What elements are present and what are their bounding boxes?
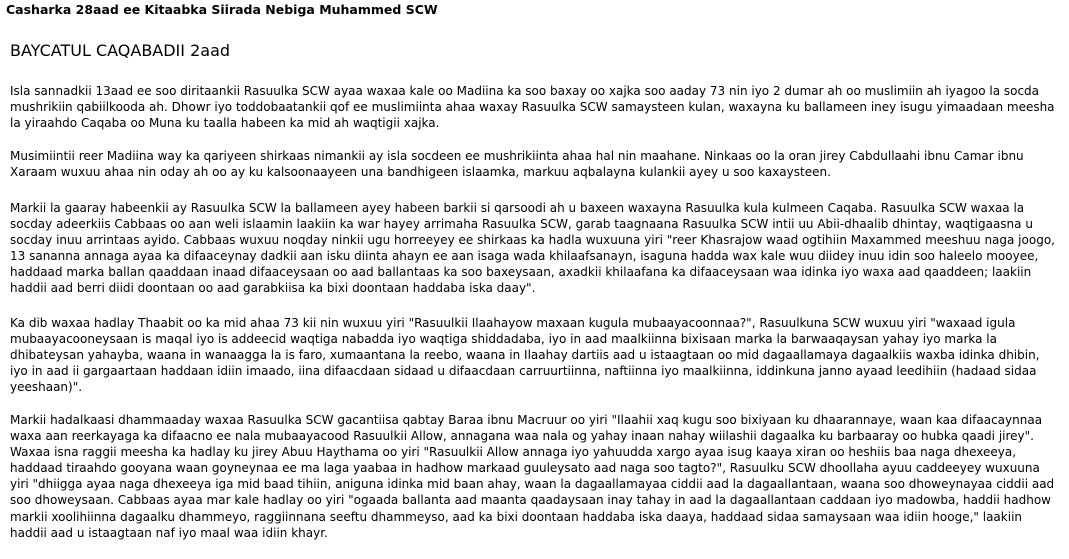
paragraph-5: Markii hadalkaasi dhammaaday waxaa Rasuulka SCW gacantiisa qabtay Baraa ibnu Macruur oo yiri "Ilaahii xaq kugu soo bixiyaan ku dhaarannaye, waan kaa difaacaynnaa waxa aan reerkayaga ka difaacno ee nala mubaayacood Rasuulkii Allow, annagana waa nala og yahay inaan nahay wiilashii dagaalka ku barbaaray oo hubka qaadi jirey". Waxaa isna raggii meesha ka hadlay ku jirey Abuu Haythama oo yiri "Rasuulkii Allow annaga iyo yahuudda xargo ayaa isug kaaya xiran oo heshiis baa naga dhexeeya, haddaad tiraahdo gooyana waan goyneynaa ee ma laga yaabaa in hadhow markaad guuleysato aad naga soo tagto?", Rasuulku SCW dhoollaha ayuu caddeeyey wuxuuna yiri "dhiigga ayaa naga dhexeeya iga mid baad tihiin, aniguna idinka mid baan ahay, waan la dagaallamayaa ciddii aad la dagaallantaan, waana soo dhoweynayaa ciddii aad soo dhoweysaan. Cabbaas ayaa mar kale hadlay oo yiri "ogaada ballanta aad maanta qaadaysaan inay tahay in aad la dagaallantaan caddaan iyo madowba, haddii hadhow markii xoolihiinna dagaalku dhammeyo, raggiinnana seeftu dhammeyso, aad ka bixi doontaan haddaba iska daaya, haddaad sidaa samaysaan waa idiin hooge," laakiin haddii aad u istaagtaan naf iyo maal waa idiin khayr.	[10, 413, 1055, 540]
section-heading: BAYCATUL CAQABADII 2aad	[10, 41, 231, 60]
page-title: Casharka 28aad ee Kitaabka Siirada Nebiga Muhammed SCW	[6, 2, 438, 17]
title-bar	[0, 0, 1069, 25]
paragraph-1: Isla sannadkii 13aad ee soo diritaankii Rasuulka SCW ayaa waxaa kale oo Madiina ka soo baxay oo xajka soo aaday 73 nin iyo 2 dumar ah oo muslimiin ah iyagoo la socda mushrikiin qabiilkooda ah. Dhowr iyo toddobaatankii qof ee muslimiinta ahaa waxay Rasuulka SCW samaysteen kulan, waxayna ku ballameen iney isugu yimaadaan meesha la yiraahdo Caqaba oo Muna ku taalla habeen ka mid ah waqtigii xajka.	[10, 84, 1055, 131]
paragraph-2: Musimiintii reer Madiina way ka qariyeen shirkaas nimankii ay isla socdeen ee mushrikiinta ahaa hal nin maahane. Ninkaas oo la oran jirey Cabdullaahi ibnu Camar ibnu Xaraam wuxuu ahaa nin oday ah oo ay ku kalsoonaayeen una bandhigeen islaamka, markuu aqbalayna kulankii ayey u soo kaxaysteen.	[10, 149, 1024, 180]
paragraph-3: Markii la gaaray habeenkii ay Rasuulka SCW la ballameen ayey habeen barkii si qarsoodi ah u baxeen waxayna Rasuulka kula kulmeen Caqaba. Rasuulka SCW waxaa la socday adeerkiis Cabbaas oo aan weli islaamin laakiin ka war hayey arrimaha Rasuulka SCW, garab taagnaana Rasuulka SCW intii uu Abii-dhaalib dhintay, waqtigaasna u socday inuu arrintaas ayido. Cabbaas wuxuu noqday ninkii ugu horreeyey ee shirkaas ka hadla wuxuuna yiri "reer Khasrajow waad ogtihiin Maxammed meeshuu naga joogo, 13 sananna annaga ayaa ka difaaceynay dadkii aan isku diinta ahayn ee aan isaga wada khilaafsanayn, isaguna hadda wax kale wuu diidey inuu idin soo haleelo mooyee, haddaad marka ballan qaaddaan inaad difaaceysaan oo aad ballantaas ka soo baxeysaan, axadkii khilaafana ka difaaceysaan waa idinka iyo waxa aad qaaddeen; laakiin haddii aad berri diidi doontaan oo aad garabkiisa ka bixi doontaan haddaba iska daay".	[10, 201, 1055, 296]
paragraph-4: Ka dib waxaa hadlay Thaabit oo ka mid ahaa 73 kii nin wuxuu yiri "Rasuulkii Ilaahayow maxaan kugula mubaayacoonnaa?", Rasuulkuna SCW wuxuu yiri "waxaad igula mubaayacooneysaan is maqal iyo is addeecid waqtiga nabadda iyo waqtiga shiddadaba, iyo in aad maalkiinna bixisaan marka la barwaaqaysan yahay iyo marka la dhibateysan yahayba, waana in wanaagga la is faro, xumaantana la reebo, waana in Ilaahay dartiis aad u istaagtaan oo mid dagaallamaya dagaalkiis waxba idinka dhibin, iyo in aad ii gargaartaan haddaan idiin imaado, iina difaacdaan sidaad u difaacdaan carruurtiinna, naftiinna iyo maalkiinna, iddinkuna janno ayaad leedihiin (hadaad sidaa yeeshaan)".	[10, 316, 1040, 395]
